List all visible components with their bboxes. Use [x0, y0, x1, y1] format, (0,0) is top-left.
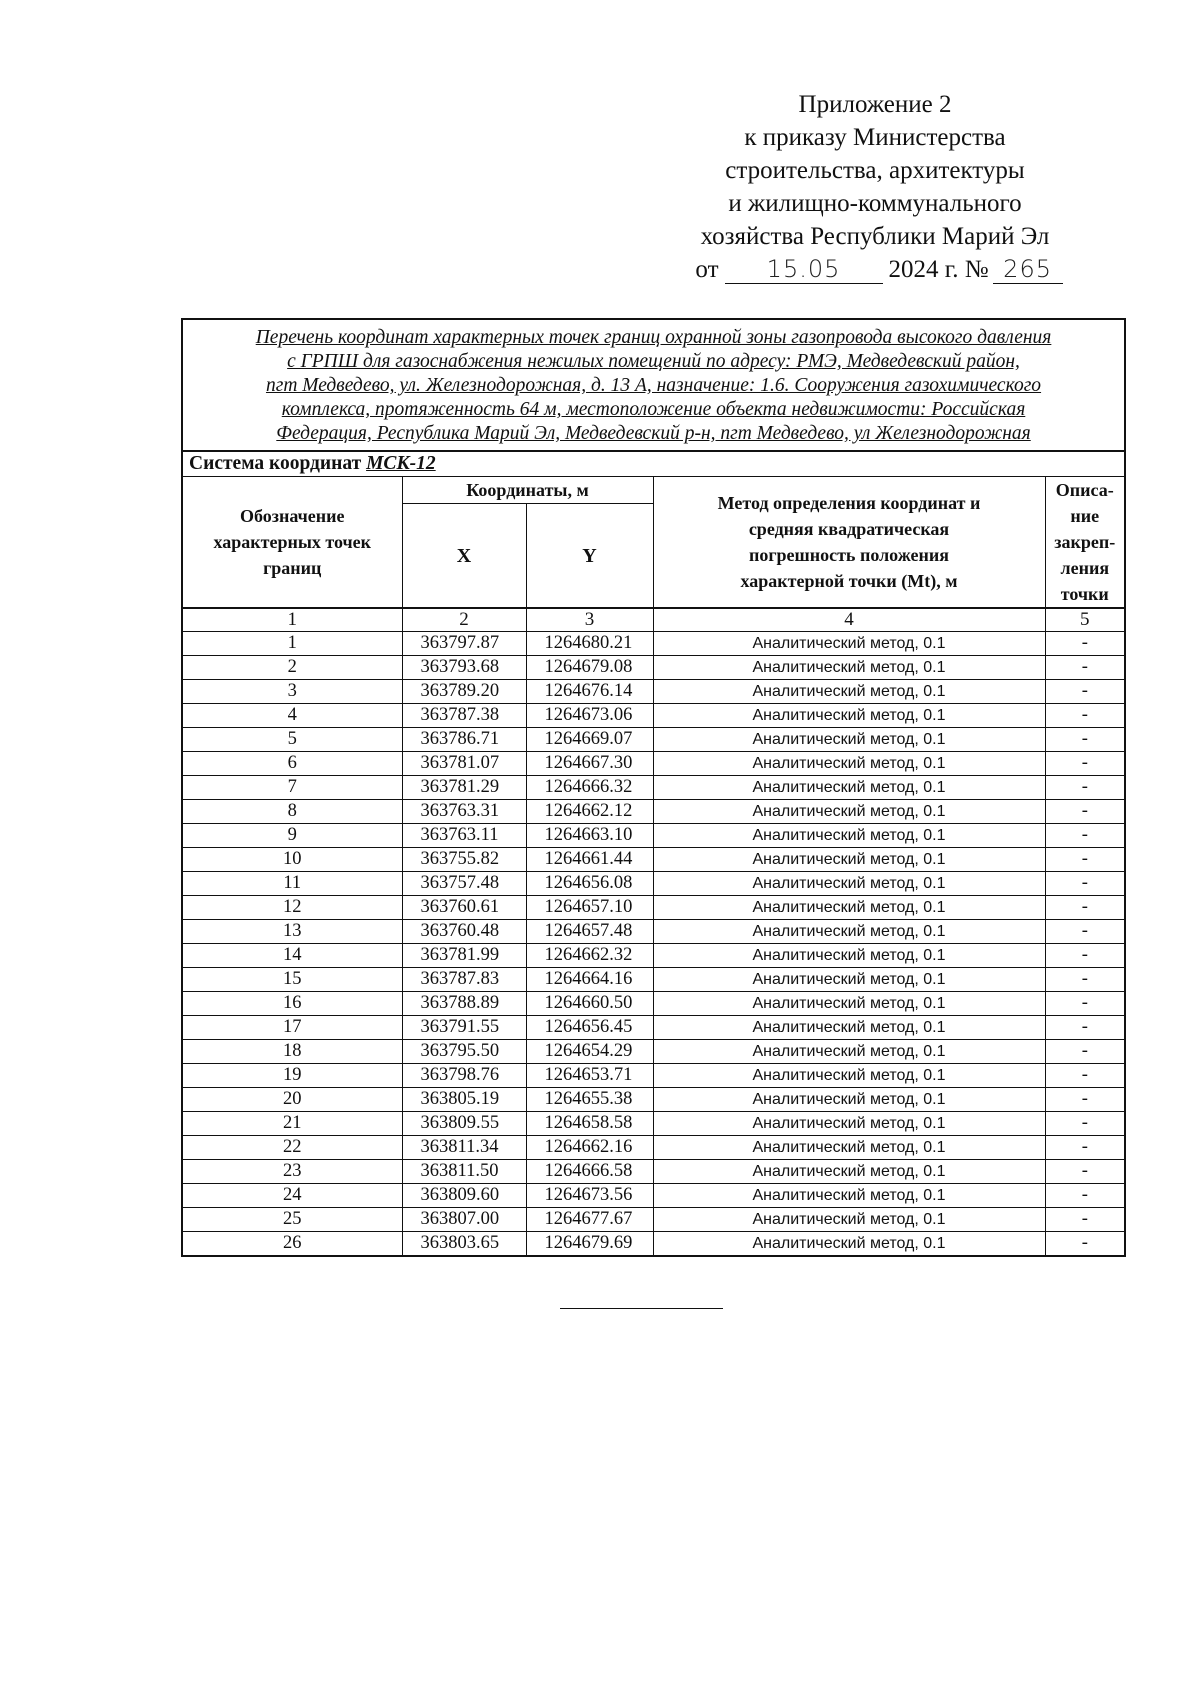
point-number-cell: 14: [182, 944, 402, 968]
method-cell: Аналитический метод, 0.1: [653, 824, 1045, 848]
table-row: [182, 776, 1125, 800]
x-coordinate-cell: 363788.89: [402, 992, 526, 1016]
point-number-cell: 4: [182, 704, 402, 728]
description-cell: -: [1045, 1184, 1125, 1208]
header-method-line: погрешность положения: [748, 545, 950, 565]
x-coordinate-cell: 363797.87: [402, 632, 526, 656]
header-designation-line: границ: [263, 558, 322, 578]
table-row: [182, 872, 1125, 896]
order-date-line: [658, 253, 1100, 286]
column-number: 3: [526, 608, 653, 632]
order-number-field: [993, 256, 1063, 284]
y-coordinate-cell: 1264663.10: [526, 824, 653, 848]
method-cell: Аналитический метод, 0.1: [653, 1136, 1045, 1160]
column-number-row: [182, 608, 1125, 632]
method-cell: Аналитический метод, 0.1: [653, 872, 1045, 896]
x-coordinate-cell: 363781.29: [402, 776, 526, 800]
header-description: [1045, 477, 1125, 609]
y-coordinate-cell: 1264656.45: [526, 1016, 653, 1040]
description-cell: -: [1045, 800, 1125, 824]
header-description-line: ние: [1070, 506, 1100, 526]
method-cell: Аналитический метод, 0.1: [653, 896, 1045, 920]
x-coordinate-cell: 363809.60: [402, 1184, 526, 1208]
point-number-cell: 18: [182, 1040, 402, 1064]
column-number: 5: [1045, 608, 1125, 632]
appendix-title: Приложение 2: [798, 91, 952, 118]
x-coordinate-cell: 363809.55: [402, 1112, 526, 1136]
table-title-line: с ГРПШ для газоснабжения нежилых помещений по адресу: РМЭ, Медведевский район,: [287, 351, 1020, 372]
table-row: [182, 1208, 1125, 1232]
x-coordinate-cell: 363760.48: [402, 920, 526, 944]
description-cell: -: [1045, 1040, 1125, 1064]
method-cell: Аналитический метод, 0.1: [653, 1184, 1045, 1208]
description-cell: -: [1045, 728, 1125, 752]
point-number-cell: 13: [182, 920, 402, 944]
method-cell: Аналитический метод, 0.1: [653, 1208, 1045, 1232]
y-coordinate-cell: 1264666.32: [526, 776, 653, 800]
table-row: [182, 1016, 1125, 1040]
description-cell: -: [1045, 752, 1125, 776]
y-coordinate-cell: 1264679.69: [526, 1232, 653, 1257]
description-cell: -: [1045, 1160, 1125, 1184]
y-coordinate-cell: 1264655.38: [526, 1088, 653, 1112]
coordinates-table: [181, 318, 1126, 1257]
x-coordinate-cell: 363781.07: [402, 752, 526, 776]
y-coordinate-cell: 1264654.29: [526, 1040, 653, 1064]
table-title-line: комплекса, протяженность 64 м, местоположение объекта недвижимости: Российская: [281, 399, 1026, 420]
point-number-cell: 23: [182, 1160, 402, 1184]
y-coordinate-cell: 1264661.44: [526, 848, 653, 872]
point-number-cell: 16: [182, 992, 402, 1016]
method-cell: Аналитический метод, 0.1: [653, 1016, 1045, 1040]
y-coordinate-cell: 1264662.16: [526, 1136, 653, 1160]
header-coordinates: Координаты, м: [402, 477, 653, 504]
description-cell: -: [1045, 896, 1125, 920]
point-number-cell: 8: [182, 800, 402, 824]
order-number-value: 265: [1003, 255, 1052, 283]
header-x: X: [402, 504, 526, 608]
closing-rule: [560, 1308, 723, 1309]
appendix-header: [650, 88, 1100, 286]
description-cell: -: [1045, 656, 1125, 680]
point-number-cell: 7: [182, 776, 402, 800]
coordinate-system-code: МСК-12: [366, 453, 436, 474]
point-number-cell: 17: [182, 1016, 402, 1040]
x-coordinate-cell: 363798.76: [402, 1064, 526, 1088]
method-cell: Аналитический метод, 0.1: [653, 1040, 1045, 1064]
table-row: [182, 800, 1125, 824]
header-y: Y: [526, 504, 653, 608]
table-row: [182, 704, 1125, 728]
order-date-field: [725, 256, 883, 284]
header-description-line: Описа-: [1055, 480, 1114, 500]
x-coordinate-cell: 363763.31: [402, 800, 526, 824]
header-method: [653, 477, 1045, 609]
method-cell: Аналитический метод, 0.1: [653, 800, 1045, 824]
header-designation-line: Обозначение: [239, 506, 345, 526]
y-coordinate-cell: 1264662.32: [526, 944, 653, 968]
table-title-line: Перечень координат характерных точек границ охранной зоны газопровода высокого давления: [255, 327, 1052, 348]
point-number-cell: 6: [182, 752, 402, 776]
description-cell: -: [1045, 1016, 1125, 1040]
table-row: [182, 968, 1125, 992]
point-number-cell: 20: [182, 1088, 402, 1112]
x-coordinate-cell: 363805.19: [402, 1088, 526, 1112]
description-cell: -: [1045, 1112, 1125, 1136]
ministry-name-line: строительства, архитектуры: [725, 157, 1025, 184]
y-coordinate-cell: 1264667.30: [526, 752, 653, 776]
table-row: [182, 1232, 1125, 1257]
table-row: [182, 1040, 1125, 1064]
x-coordinate-cell: 363787.83: [402, 968, 526, 992]
x-coordinate-cell: 363755.82: [402, 848, 526, 872]
order-date-value: 15.05: [766, 255, 841, 283]
description-cell: -: [1045, 848, 1125, 872]
method-cell: Аналитический метод, 0.1: [653, 704, 1045, 728]
description-cell: -: [1045, 632, 1125, 656]
date-prefix: от: [695, 256, 719, 283]
point-number-cell: 22: [182, 1136, 402, 1160]
ministry-name-line: хозяйства Республики Марий Эл: [700, 223, 1050, 250]
x-coordinate-cell: 363757.48: [402, 872, 526, 896]
table-row: [182, 1136, 1125, 1160]
method-cell: Аналитический метод, 0.1: [653, 752, 1045, 776]
y-coordinate-cell: 1264669.07: [526, 728, 653, 752]
point-number-cell: 25: [182, 1208, 402, 1232]
table-row: [182, 992, 1125, 1016]
y-coordinate-cell: 1264657.10: [526, 896, 653, 920]
table-row: [182, 752, 1125, 776]
table-row: [182, 1184, 1125, 1208]
x-coordinate-cell: 363811.34: [402, 1136, 526, 1160]
description-cell: -: [1045, 944, 1125, 968]
y-coordinate-cell: 1264658.58: [526, 1112, 653, 1136]
y-coordinate-cell: 1264660.50: [526, 992, 653, 1016]
table-row: [182, 1160, 1125, 1184]
method-cell: Аналитический метод, 0.1: [653, 632, 1045, 656]
y-coordinate-cell: 1264662.12: [526, 800, 653, 824]
header-designation: [182, 477, 402, 609]
y-coordinate-cell: 1264677.67: [526, 1208, 653, 1232]
table-row: [182, 1112, 1125, 1136]
x-coordinate-cell: 363789.20: [402, 680, 526, 704]
description-cell: -: [1045, 920, 1125, 944]
order-year-label: 2024 г. №: [888, 256, 989, 283]
table-title: [182, 319, 1125, 451]
table-row: [182, 680, 1125, 704]
header-description-line: ления: [1060, 558, 1110, 578]
header-description-line: точки: [1060, 584, 1109, 604]
description-cell: -: [1045, 1208, 1125, 1232]
header-method-line: средняя квадратическая: [748, 519, 950, 539]
method-cell: Аналитический метод, 0.1: [653, 992, 1045, 1016]
description-cell: -: [1045, 968, 1125, 992]
x-coordinate-cell: 363791.55: [402, 1016, 526, 1040]
table-row: [182, 1064, 1125, 1088]
header-designation-line: характерных точек: [213, 532, 372, 552]
point-number-cell: 19: [182, 1064, 402, 1088]
x-coordinate-cell: 363795.50: [402, 1040, 526, 1064]
y-coordinate-cell: 1264673.06: [526, 704, 653, 728]
header-description-line: закреп-: [1054, 532, 1116, 552]
table-title-line: Федерация, Республика Марий Эл, Медведевский р-н, пгт Медведево, ул Железнодорожная: [276, 423, 1031, 444]
table-row: [182, 728, 1125, 752]
x-coordinate-cell: 363786.71: [402, 728, 526, 752]
method-cell: Аналитический метод, 0.1: [653, 1232, 1045, 1257]
point-number-cell: 11: [182, 872, 402, 896]
point-number-cell: 10: [182, 848, 402, 872]
header-method-line: Метод определения координат и: [717, 493, 981, 513]
method-cell: Аналитический метод, 0.1: [653, 680, 1045, 704]
point-number-cell: 1: [182, 632, 402, 656]
x-coordinate-cell: 363763.11: [402, 824, 526, 848]
description-cell: -: [1045, 1064, 1125, 1088]
table-row: [182, 944, 1125, 968]
x-coordinate-cell: 363803.65: [402, 1232, 526, 1257]
description-cell: -: [1045, 1136, 1125, 1160]
coordinate-system-label: Система координат: [189, 453, 362, 474]
method-cell: Аналитический метод, 0.1: [653, 848, 1045, 872]
method-cell: Аналитический метод, 0.1: [653, 1088, 1045, 1112]
column-number: 1: [182, 608, 402, 632]
point-number-cell: 24: [182, 1184, 402, 1208]
method-cell: Аналитический метод, 0.1: [653, 1064, 1045, 1088]
x-coordinate-cell: 363807.00: [402, 1208, 526, 1232]
point-number-cell: 21: [182, 1112, 402, 1136]
x-coordinate-cell: 363793.68: [402, 656, 526, 680]
x-coordinate-cell: 363787.38: [402, 704, 526, 728]
y-coordinate-cell: 1264676.14: [526, 680, 653, 704]
y-coordinate-cell: 1264679.08: [526, 656, 653, 680]
point-number-cell: 9: [182, 824, 402, 848]
point-number-cell: 2: [182, 656, 402, 680]
table-row: [182, 920, 1125, 944]
x-coordinate-cell: 363760.61: [402, 896, 526, 920]
method-cell: Аналитический метод, 0.1: [653, 1160, 1045, 1184]
description-cell: -: [1045, 776, 1125, 800]
table-row: [182, 824, 1125, 848]
table-row: [182, 1088, 1125, 1112]
description-cell: -: [1045, 992, 1125, 1016]
header-method-line: характерной точки (Mt), м: [740, 571, 958, 591]
description-cell: -: [1045, 704, 1125, 728]
point-number-cell: 3: [182, 680, 402, 704]
method-cell: Аналитический метод, 0.1: [653, 968, 1045, 992]
method-cell: Аналитический метод, 0.1: [653, 920, 1045, 944]
table-row: [182, 632, 1125, 656]
y-coordinate-cell: 1264673.56: [526, 1184, 653, 1208]
point-number-cell: 5: [182, 728, 402, 752]
point-number-cell: 12: [182, 896, 402, 920]
table-title-line: пгт Медведево, ул. Железнодорожная, д. 13 А, назначение: 1.6. Сооружения газохимического: [265, 375, 1042, 396]
description-cell: -: [1045, 872, 1125, 896]
description-cell: -: [1045, 824, 1125, 848]
point-number-cell: 26: [182, 1232, 402, 1257]
table-row: [182, 896, 1125, 920]
y-coordinate-cell: 1264656.08: [526, 872, 653, 896]
method-cell: Аналитический метод, 0.1: [653, 1112, 1045, 1136]
method-cell: Аналитический метод, 0.1: [653, 656, 1045, 680]
order-reference-line: к приказу Министерства: [744, 124, 1006, 151]
point-number-cell: 15: [182, 968, 402, 992]
column-number: 4: [653, 608, 1045, 632]
method-cell: Аналитический метод, 0.1: [653, 944, 1045, 968]
description-cell: -: [1045, 680, 1125, 704]
description-cell: -: [1045, 1088, 1125, 1112]
y-coordinate-cell: 1264664.16: [526, 968, 653, 992]
coordinate-system-row: [182, 451, 1125, 477]
y-coordinate-cell: 1264657.48: [526, 920, 653, 944]
x-coordinate-cell: 363781.99: [402, 944, 526, 968]
x-coordinate-cell: 363811.50: [402, 1160, 526, 1184]
column-number: 2: [402, 608, 526, 632]
table-row: [182, 656, 1125, 680]
ministry-name-line: и жилищно-коммунального: [728, 190, 1022, 217]
y-coordinate-cell: 1264666.58: [526, 1160, 653, 1184]
method-cell: Аналитический метод, 0.1: [653, 728, 1045, 752]
method-cell: Аналитический метод, 0.1: [653, 776, 1045, 800]
table-row: [182, 848, 1125, 872]
description-cell: -: [1045, 1232, 1125, 1257]
y-coordinate-cell: 1264680.21: [526, 632, 653, 656]
y-coordinate-cell: 1264653.71: [526, 1064, 653, 1088]
